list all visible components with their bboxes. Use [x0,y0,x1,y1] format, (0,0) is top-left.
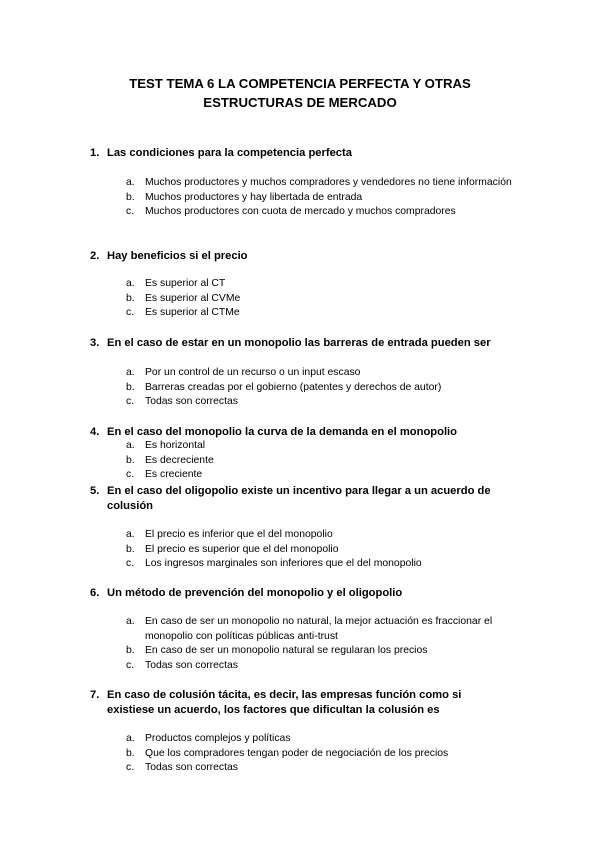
option-b [126,292,518,307]
option-c [126,761,518,776]
option-text: Productos complejos y políticas [145,733,291,744]
question-text: En caso de colusión tácita, es decir, las empresas función como si existiese un acuerdo, los factores que dificultan la colusión es [107,689,462,716]
question-2 [90,249,510,264]
option-text: El precio es superior que el del monopolio [145,543,339,555]
option-letter: b. [126,543,135,555]
document-title [0,74,600,112]
question-number: 5. [90,485,100,497]
question-text: En el caso del monopolio la curva de la demanda en el monopolio [107,426,457,438]
option-a [126,732,518,747]
question-text: En el caso de estar en un monopolio las barreras de entrada pueden ser [107,337,491,349]
options-list-2 [126,277,518,321]
option-letter: c. [126,307,135,319]
option-b [126,543,518,558]
question-5 [90,484,510,514]
option-text: Muchos productores y hay libertada de entrada [145,191,363,203]
option-text: Es creciente [145,469,203,481]
question-1 [90,146,510,161]
option-letter: c. [126,206,135,218]
option-letter: c. [126,558,135,570]
option-a [126,176,518,191]
option-letter: b. [126,381,135,393]
option-a [126,366,518,381]
option-text: Es superior al CVMe [145,292,241,304]
question-number: 6. [90,587,100,599]
option-letter: a. [126,616,135,627]
question-4 [90,425,510,440]
option-text: Todas son correctas [145,396,238,408]
question-number: 4. [90,426,100,438]
option-letter: b. [126,645,135,657]
options-list-3 [126,366,518,410]
option-letter: c. [126,659,135,671]
question-text: Hay beneficios si el precio [107,250,248,262]
option-text: En caso de ser un monopolio no natural, la mejor actuación es fraccionar el monopolio con políticas públicas anti-trust [145,616,493,642]
question-number: 1. [90,147,100,159]
option-text: En caso de ser un monopolio natural se regularan los precios [145,645,428,657]
question-7 [90,688,510,718]
option-text: Es superior al CTMe [145,307,240,319]
option-text: Muchos productores con cuota de mercado y muchos compradores [145,206,456,218]
option-b [126,191,518,206]
option-letter: a. [126,177,135,188]
question-text: Las condiciones para la competencia perfecta [107,147,352,159]
option-a [126,615,518,644]
option-text: Todas son correctas [145,762,238,774]
option-text: Muchos productores y muchos compradores y vendedores no tiene información [145,177,512,188]
option-a [126,528,518,543]
option-letter: a. [126,529,135,540]
option-text: Barreras creadas por el gobierno (patentes y derechos de autor) [145,381,442,393]
question-number: 3. [90,337,100,349]
option-letter: c. [126,469,135,481]
option-letter: b. [126,747,135,759]
option-letter: a. [126,440,135,451]
question-6 [90,586,510,601]
options-list-1 [126,176,518,220]
option-c [126,395,518,410]
option-letter: b. [126,292,135,304]
option-b [126,381,518,396]
option-text: Que los compradores tengan poder de negociación de los precios [145,747,449,759]
question-text: En el caso del oligopolio existe un incentivo para llegar a un acuerdo de colusión [107,485,491,512]
option-c [126,468,518,483]
option-text: Es horizontal [145,440,206,451]
option-text: Los ingresos marginales son inferiores que el del monopolio [145,558,422,570]
options-list-4 [126,439,518,483]
option-text: Es decreciente [145,454,214,466]
option-letter: c. [126,396,135,408]
option-a [126,277,518,292]
question-3 [90,336,510,351]
option-letter: b. [126,191,135,203]
option-letter: a. [126,278,135,289]
option-b [126,747,518,762]
option-b [126,454,518,469]
option-c [126,557,518,572]
question-text: Un método de prevención del monopolio y el oligopolio [107,587,403,599]
question-number: 2. [90,250,100,262]
option-c [126,306,518,321]
title-line-1: TEST TEMA 6 LA COMPETENCIA PERFECTA Y OTRAS [129,76,471,91]
option-a [126,439,518,454]
option-letter: c. [126,762,135,774]
options-list-6 [126,615,518,673]
option-letter: a. [126,367,135,378]
option-b [126,644,518,659]
option-text: El precio es inferior que el del monopolio [145,529,333,540]
option-text: Todas son correctas [145,659,238,671]
options-list-7 [126,732,518,776]
option-c [126,659,518,674]
option-letter: b. [126,454,135,466]
option-c [126,205,518,220]
option-text: Es superior al CT [145,278,226,289]
question-number: 7. [90,689,100,701]
title-line-2: ESTRUCTURAS DE MERCADO [203,95,397,110]
options-list-5 [126,528,518,572]
option-letter: a. [126,733,135,744]
option-text: Por un control de un recurso o un input escaso [145,367,361,378]
